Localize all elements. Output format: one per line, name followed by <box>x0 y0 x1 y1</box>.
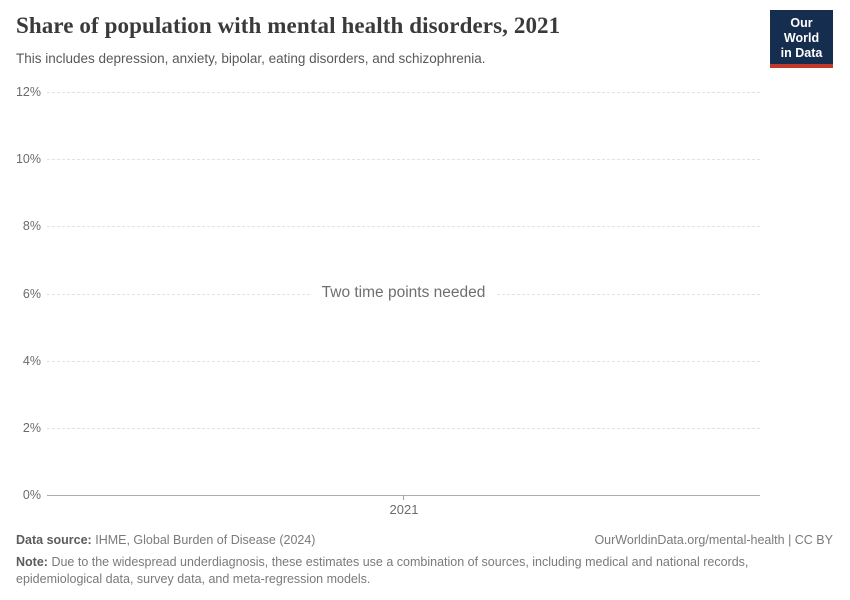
footer-note <box>16 554 788 589</box>
ytick-label-6pct: 6% <box>22 287 41 301</box>
xtick-mark-2021 <box>403 495 404 500</box>
gridline-2pct <box>47 428 760 429</box>
owid-logo-line1: Our World <box>783 16 820 45</box>
ytick-label-8pct: 8% <box>22 219 41 233</box>
owid-logo[interactable] <box>770 10 833 68</box>
footer-source-row <box>16 533 833 547</box>
empty-chart-message-text: Two time points needed <box>310 284 498 301</box>
xtick-label-2021: 2021 <box>389 502 419 517</box>
gridline-10pct <box>47 159 760 160</box>
ytick-label-2pct: 2% <box>22 421 41 435</box>
data-source-text: IHME, Global Burden of Disease (2024) <box>95 533 316 547</box>
data-source-label: Data source: <box>16 533 92 547</box>
chart-subtitle: This includes depression, anxiety, bipolar, eating disorders, and schizophrenia. <box>16 51 486 66</box>
owid-logo-line2: in Data <box>780 45 823 60</box>
gridline-8pct <box>47 226 760 227</box>
ytick-label-12pct: 12% <box>15 85 41 99</box>
chart-title: Share of population with mental health disorders, 2021 <box>16 13 561 38</box>
ytick-label-4pct: 4% <box>22 354 41 368</box>
ytick-label-0pct: 0% <box>22 488 41 502</box>
note-label: Note: <box>16 555 48 569</box>
empty-chart-message <box>47 284 760 302</box>
ytick-label-10pct: 10% <box>15 152 41 166</box>
note-text: Due to the widespread underdiagnosis, these estimates use a combination of sources, including medical and national records, epidemiological data, survey data, and meta-regression models. <box>16 555 749 587</box>
data-source <box>16 533 315 547</box>
gridline-4pct <box>47 361 760 362</box>
gridline-12pct <box>47 92 760 93</box>
owid-citation-link[interactable]: OurWorldinData.org/mental-health | CC BY <box>594 533 833 547</box>
